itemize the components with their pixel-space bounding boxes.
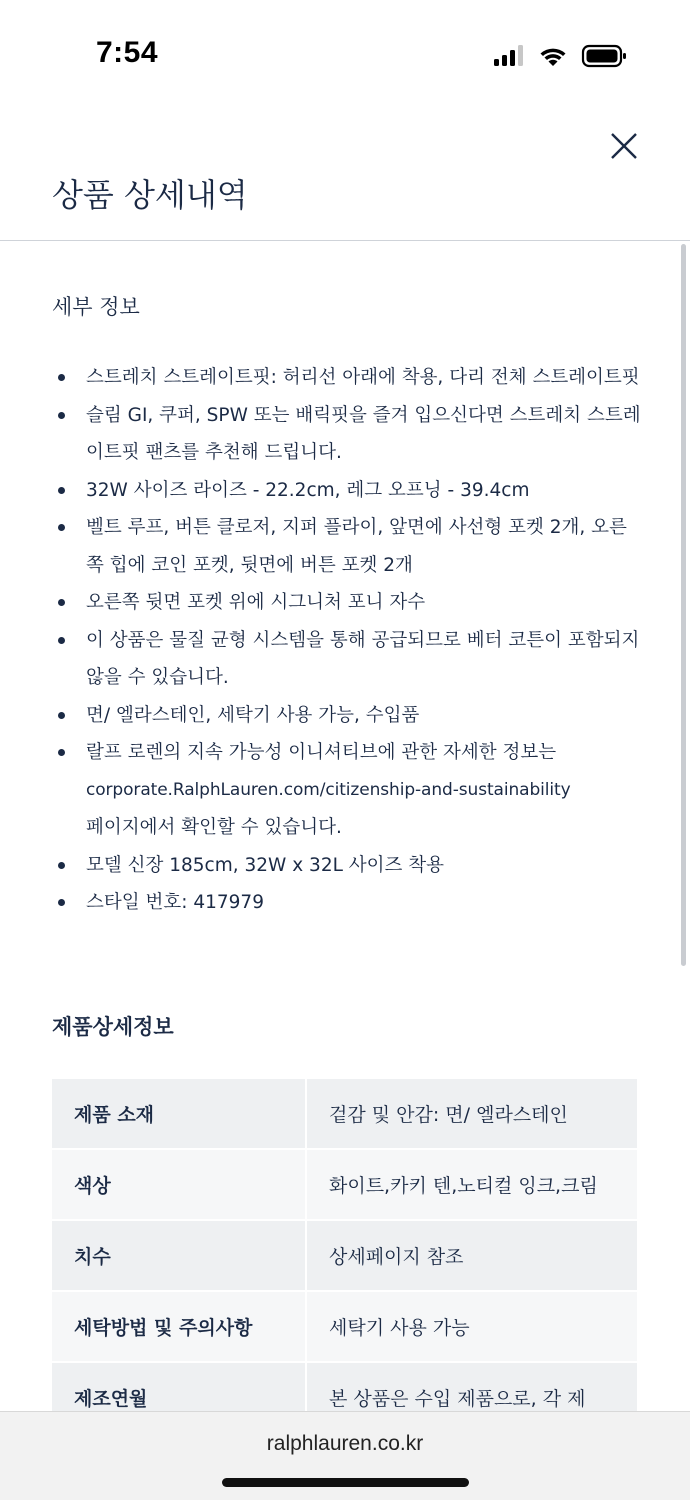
spec-value: 본 상품은 수입 제품으로, 각 제 [307,1363,637,1411]
sheet-title: 상품 상세내역 [52,176,248,214]
list-item: 32W 사이즈 라이즈 - 22.2cm, 레그 오프닝 - 39.4cm [52,472,642,510]
scrollbar[interactable] [681,244,686,966]
spec-key: 색상 [52,1150,307,1221]
close-button[interactable] [604,126,644,166]
sustainability-text: 랄프 로렌의 지속 가능성 이니셔티브에 관한 자세한 정보는 [86,742,557,763]
home-indicator[interactable] [222,1478,469,1487]
table-row [52,1221,637,1292]
url-text[interactable]: ralphlauren.co.kr [266,1432,424,1455]
spec-value: 상세페이지 참조 [307,1221,637,1292]
spec-section-title: 제품상세정보 [52,1015,174,1039]
spec-key: 치수 [52,1221,307,1292]
list-item: 벨트 루프, 버튼 클로저, 지퍼 플라이, 앞면에 사선형 포켓 2개, 오른쪽 힙에 코인 포켓, 뒷면에 버튼 포켓 2개 [52,509,642,584]
browser-address-bar[interactable] [0,1411,690,1500]
list-item: 이 상품은 물질 균형 시스템을 통해 공급되므로 베터 코튼이 포함되지 않을 수 있습니다. [52,622,642,697]
list-item: 슬림 GI, 쿠퍼, SPW 또는 배릭핏을 즐겨 입으신다면 스트레치 스트레이트핏 팬츠를 추천해 드립니다. [52,397,642,472]
spec-key: 제조연월 [52,1363,307,1411]
spec-table [52,1079,637,1411]
status-time: 7:54 [96,36,159,69]
wifi-icon [541,49,566,66]
spec-value: 화이트,카키 텐,노티컬 잉크,크림 [307,1150,637,1221]
list-item-sustainability [52,734,642,847]
list-item: 면/ 엘라스테인, 세탁기 사용 가능, 수입품 [52,697,642,735]
list-item: 스트레치 스트레이트핏: 허리선 아래에 착용, 다리 전체 스트레이트핏 [52,359,642,397]
close-icon[interactable] [604,126,644,166]
status-icons [492,40,632,72]
list-item: 스타일 번호: 417979 [52,884,642,922]
status-bar [0,0,690,110]
sustainability-text-end: 페이지에서 확인할 수 있습니다. [86,817,342,838]
spec-value: 세탁기 사용 가능 [307,1292,637,1363]
battery-icon [583,46,626,66]
spec-key: 제품 소재 [52,1079,307,1150]
table-row [52,1292,637,1363]
product-details-content[interactable] [0,241,680,1411]
list-item: 오른쪽 뒷면 포켓 위에 시그니처 포니 자수 [52,584,642,622]
details-section-title: 세부 정보 [52,295,140,319]
spec-value: 겉감 및 안감: 면/ 엘라스테인 [307,1079,637,1150]
list-item: 모델 신장 185cm, 32W x 32L 사이즈 착용 [52,847,642,885]
spec-key: 세탁방법 및 주의사항 [52,1292,307,1363]
table-row [52,1363,637,1411]
table-row [52,1150,637,1221]
cellular-signal-icon [494,45,523,66]
sustainability-link[interactable]: corporate.RalphLauren.com/citizenship-and-sustainability [86,779,571,800]
table-row [52,1079,637,1150]
details-list [52,359,642,922]
